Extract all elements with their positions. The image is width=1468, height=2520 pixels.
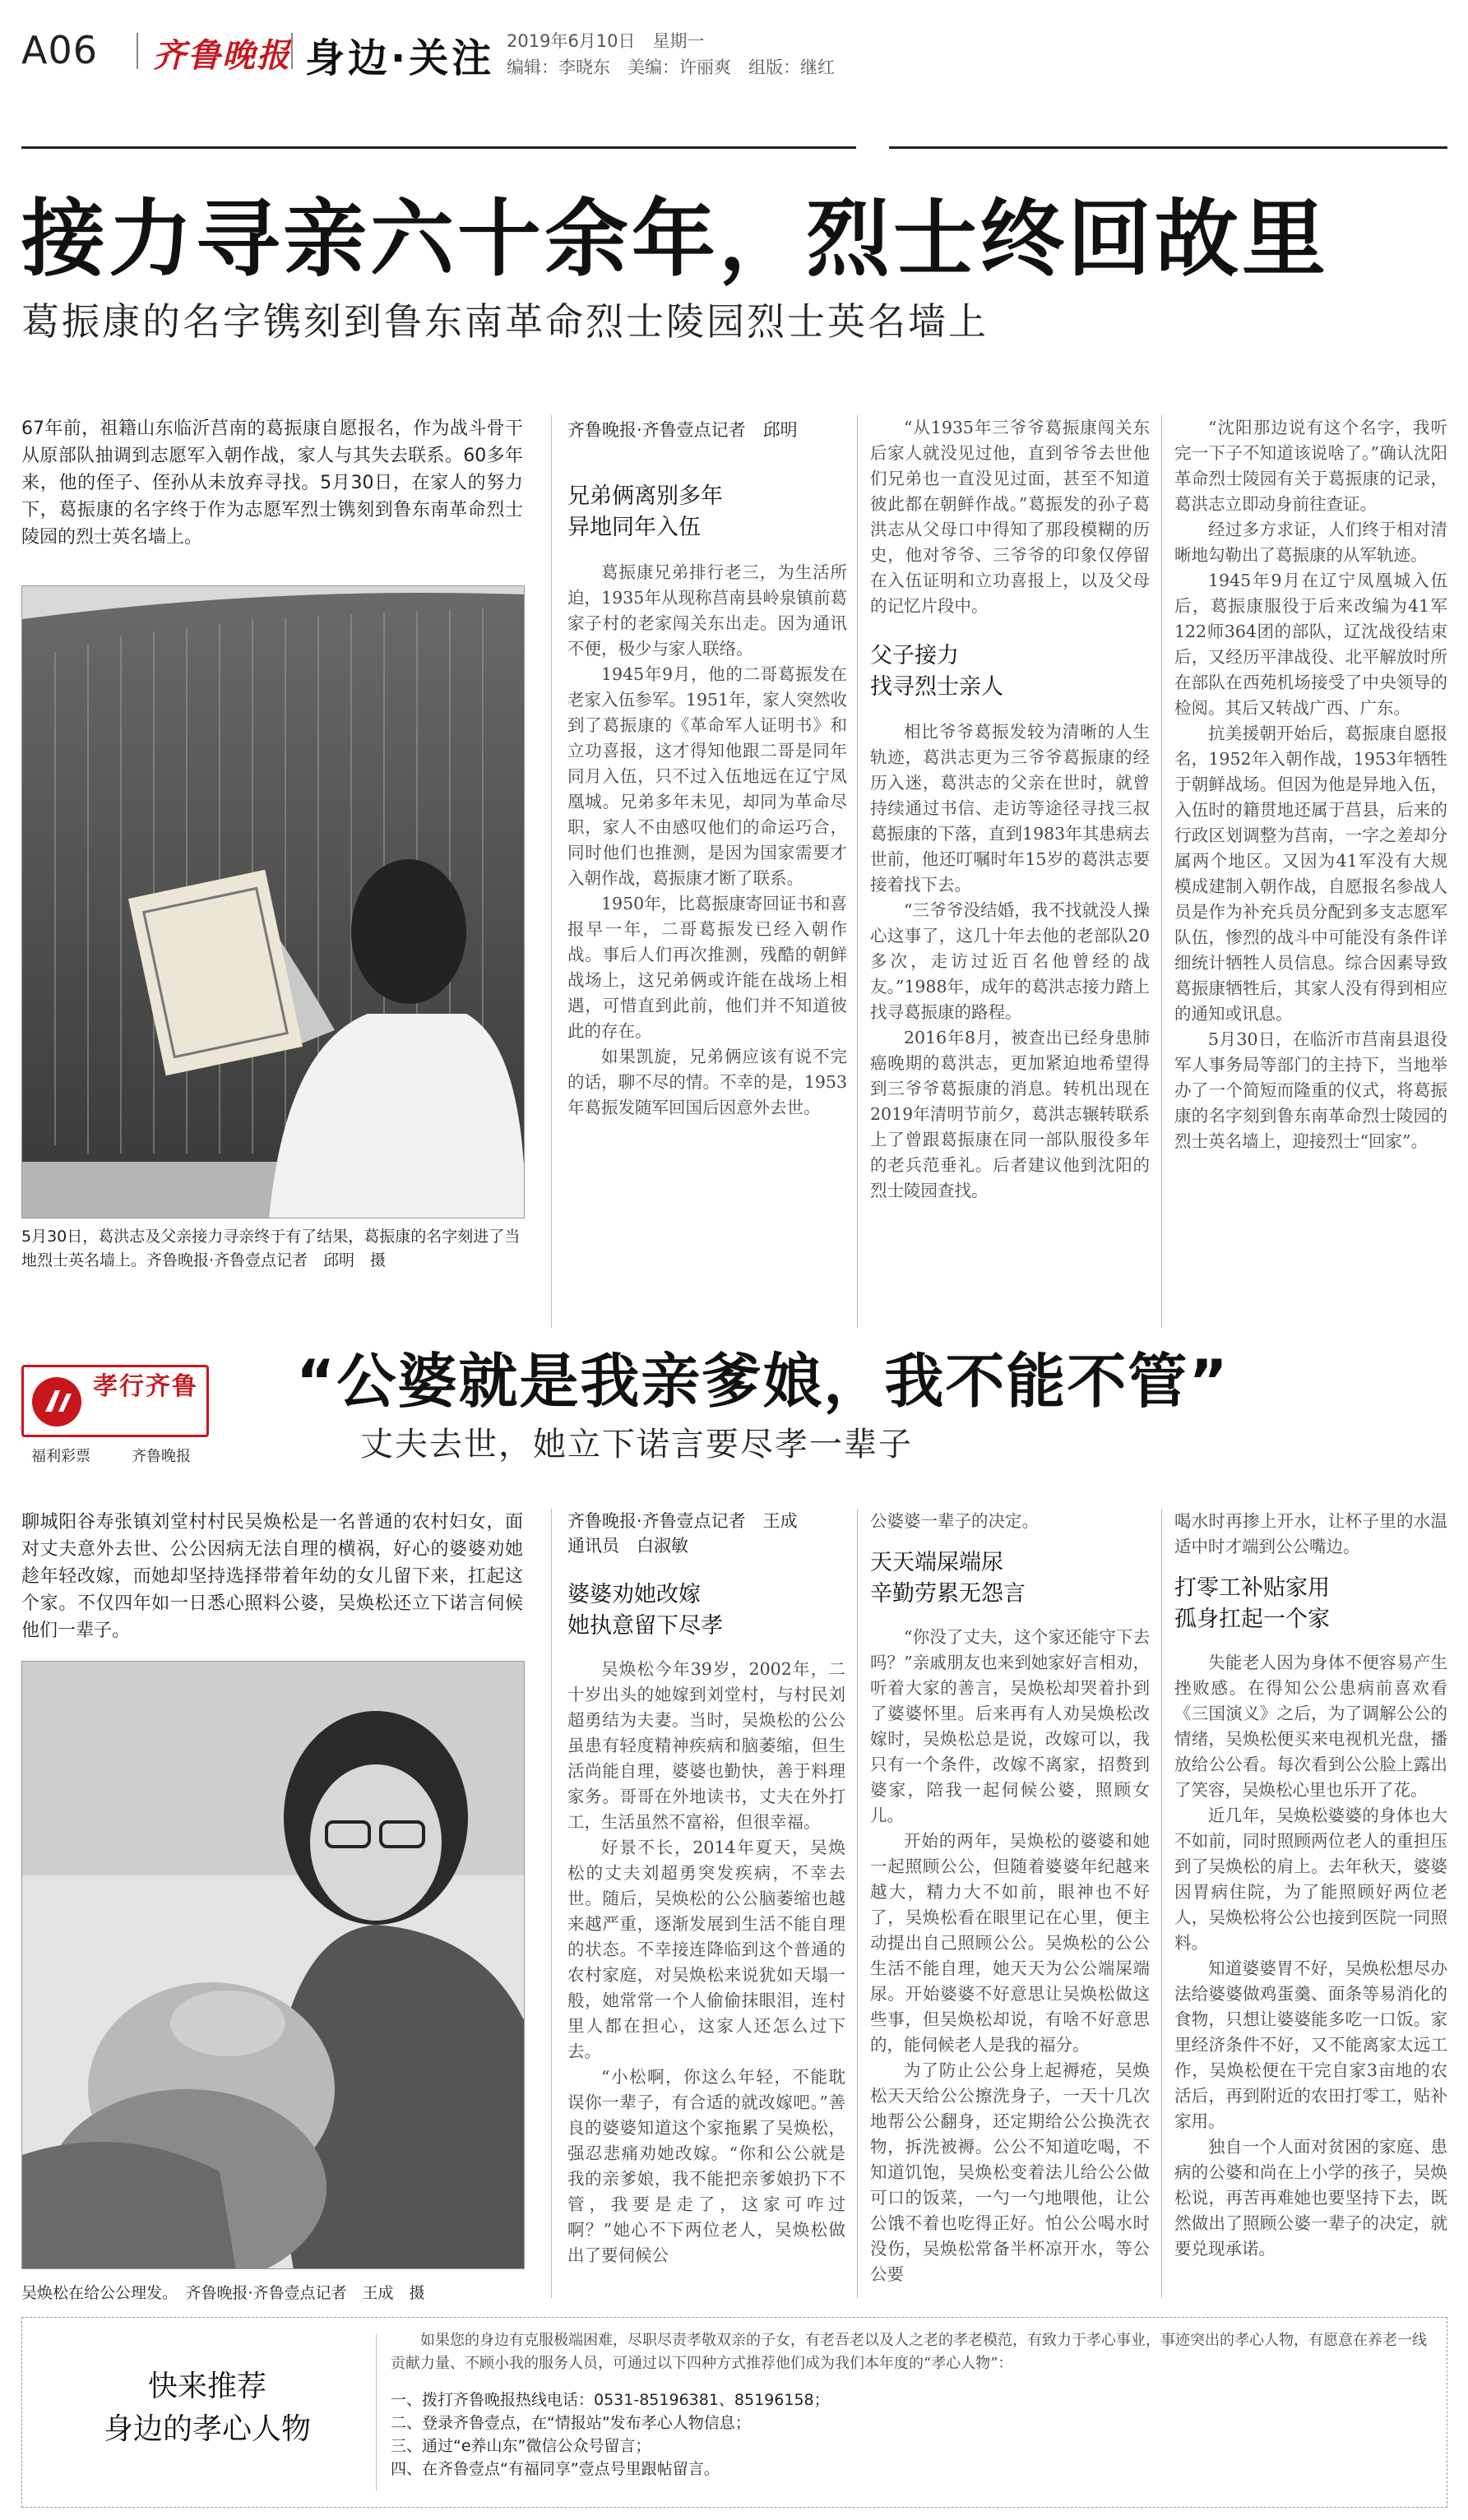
- recommendation-title-line: 快来推荐: [147, 2370, 266, 2403]
- recommendation-step: 四、在齐鲁壹点“有福同享”壹点号里跟帖留言。: [391, 2460, 720, 2478]
- section-title: 打零工补贴家用: [1174, 1575, 1330, 1601]
- editor-credits: 编辑：李晓东 美编：许丽爽 组版：继红: [507, 58, 835, 77]
- column-rule: [551, 1509, 552, 2298]
- story2-dek: 聊城阳谷寿张镇刘堂村村民吴焕松是一名普通的农村妇女，面对丈夫意外去世、公公因病无法自理的横祸，好心的婆婆劝她趁年轻改嫁，而她却坚持选择带着年幼的女儿留下来，扛起这个家。不仅四年如一日悉心照料公婆，吴焕松还立下诺言伺候他们一辈子。: [21, 1512, 523, 1641]
- story2-section-2: [870, 1509, 1150, 2287]
- paragraph: 好景不长，2014年夏天，吴焕松的丈夫刘超勇突发疾病，不幸去世。随后，吴焕松的公公脑萎缩也越来越严重，逐渐发展到生活不能自理的状态。不幸接连降临到这个普通的农村家庭，对吴焕松来说犹如天塌一般，她常常一个人偷偷抹眼泪，连村里人都在担心，这家人还怎么过下去。: [567, 1838, 845, 2061]
- story1-photo-caption: 5月30日，葛洪志及父亲接力寻亲终于有了结果，葛振康的名字刻进了当地烈士英名墙上。齐鲁晚报·齐鲁壹点记者 邱明 摄: [21, 1228, 521, 1269]
- section-title: 婆婆劝她改嫁: [567, 1582, 701, 1607]
- footer-divider: [376, 2334, 377, 2490]
- logo-caption-right: 齐鲁晚报: [132, 1448, 191, 1465]
- recommendation-title: [72, 2365, 343, 2451]
- story2-photo: [21, 1661, 525, 2269]
- story2-byline: 通讯员 白淑敏: [567, 1536, 688, 1556]
- column-rule: [551, 415, 552, 1328]
- lottery-logo-icon: [30, 1376, 83, 1428]
- logo-caption-left: 福利彩票: [31, 1448, 90, 1465]
- paragraph: 2016年8月，被查出已经身患肺癌晚期的葛洪志，更加紧迫地希望得到三爷爷葛振康的消息。转机出现在2019年清明节前夕，葛洪志辗转联系上了曾跟葛振康在同一部队服役多年的老兵范垂礼。后者建议他到沈阳的烈士陵园查找。: [870, 1028, 1150, 1200]
- section-title: 异地同年入伍: [567, 515, 701, 540]
- masthead-divider: [137, 33, 138, 69]
- masthead: [21, 23, 1452, 87]
- story2-headline: “公婆就是我亲爹娘，我不能不管”: [296, 1347, 1230, 1416]
- story1-photo: [21, 585, 525, 1218]
- paragraph: 经过多方求证，人们终于相对清晰地勾勒出了葛振康的从军轨迹。: [1174, 520, 1447, 565]
- column-rule: [857, 1509, 858, 2298]
- section-title: 兄弟俩离别多年: [567, 483, 723, 509]
- paragraph: 开始的两年，吴焕松的婆婆和她一起照顾公公，但随着婆婆年纪越来越大，精力大不如前，眼神也不好了，吴焕松看在眼里记在心里，便主动提出自己照顾公公。吴焕松的公公生活不能自理，她天天为公公端屎端尿。开始婆婆不好意思让吴焕松做这些事，但吴焕松却说，有啥不好意思的，能伺候老人是我的福分。: [870, 1831, 1150, 2055]
- recommendation-title-line: 身边的孝心人物: [103, 2412, 311, 2446]
- story1-byline: 齐鲁晚报·齐鲁壹点记者 邱明: [567, 420, 798, 440]
- paragraph: “三爷爷没结婚，我不找就没人操心这事了，这几十年去他的老部队20多次，走访过近百名他曾经的战友。”1988年，成年的葛洪志接力踏上找寻葛振康的路程。: [870, 900, 1150, 1022]
- paragraph: 独自一个人面对贫困的家庭、患病的公婆和尚在上小学的孩子，吴焕松说，再苦再难她也要坚持下去，既然做出了照顾公婆一辈子的决定，就要兑现承诺。: [1174, 2137, 1447, 2259]
- section-title: 辛勤劳累无怨言: [870, 1581, 1026, 1607]
- paragraph: 1945年9月，他的二哥葛振发在老家入伍参军。1951年，家人突然收到了葛振康的《革命军人证明书》和立功喜报，这才得知他跟二哥是同年同月入伍，只不过入伍地远在辽宁凤凰城。兄弟多年未见，却同为革命尽职，家人不由感叹他们的命运巧合，同时他们也推测，是因为国家需要才入朝作战，葛振康才断了联系。: [567, 664, 847, 888]
- paragraph: 1945年9月在辽宁凤凰城入伍后，葛振康服役于后来改编为41军122师364团的部队，辽沈战役结束后，又经历平津战役、北平解放时所在部队在西苑机场接受了中央领导的检阅。其后又转战广西、广东。: [1174, 571, 1447, 718]
- paragraph: 5月30日，在临沂市莒南县退役军人事务局等部门的主持下，当地举办了一个简短而隆重的仪式，将葛振康的名字刻到鲁东南革命烈士陵园的烈士英名墙上，迎接烈士“回家”。: [1174, 1029, 1447, 1151]
- memorial-wall-photo: [22, 586, 525, 1218]
- story1-section-3: [1174, 415, 1447, 1154]
- recommendation-intro: 如果您的身边有克服极端困难，尽职尽责孝敬双亲的子女，有老吾老以及人之老的孝老模范，有致力于孝心事业，事迹突出的孝心人物，有愿意在养老一线贡献力量、不顾小我的服务人员，可通过以下四种方式推荐他们成为我们本年度的“孝心人物”：: [391, 2332, 1427, 2372]
- paragraph: “你没了丈夫，这个家还能守下去吗？”亲戚朋友也来到她家好言相劝，听着大家的善言，吴焕松却哭着扑到了婆婆怀里。后来再有人劝吴焕松改嫁时，吴焕松总是说，改嫁可以，我只有一个条件，改嫁不离家，招赘到婆家，陪我一起伺候公婆，照顾女儿。: [870, 1627, 1150, 1825]
- story1-headline: 接力寻亲六十余年，烈士终回故里: [21, 191, 1329, 289]
- paragraph: 喝水时再掺上开水，让杯子里的水温适中时才端到公公嘴边。: [1174, 1511, 1447, 1556]
- recommendation-steps: [391, 2388, 1431, 2481]
- story1-dek: 67年前，祖籍山东临沂莒南的葛振康自愿报名，作为战斗骨干从原部队抽调到志愿军入朝作战，家人与其失去联系。60多年来，他的侄子、侄孙从未放弃寻找。5月30日，在家人的努力下，葛振康的名字终于作为志愿军烈士镌刻到鲁东南革命烈士陵园的烈士英名墙上。: [21, 418, 523, 548]
- section-title: 父子接力: [870, 643, 959, 668]
- paragraph: 如果凯旋，兄弟俩应该有说不完的话，聊不尽的情。不幸的是，1953年葛振发随军回国后因意外去世。: [567, 1047, 847, 1117]
- column-rule: [857, 415, 858, 1328]
- paragraph: 1950年，比葛振康寄回证书和喜报早一年，二哥葛振发已经入朝作战。事后人们再次推测，残酷的朝鲜战场上，这兄弟俩或许能在战场上相遇，可惜直到此前，他们并不知道彼此的存在。: [567, 894, 847, 1041]
- masthead-divider: [291, 33, 293, 69]
- paragraph: 吴焕松今年39岁，2002年，二十岁出头的她嫁到刘堂村，与村民刘超勇结为夫妻。当时，吴焕松的公公虽患有轻度精神疾病和脑萎缩，但生活尚能自理，婆婆也勤快，善于料理家务。哥哥在外地读书，丈夫在外打工，生活虽然不富裕，但很幸福。: [567, 1659, 845, 1832]
- paragraph: 相比爷爷葛振发较为清晰的人生轨迹，葛洪志更为三爷爷葛振康的经历入迷，葛洪志的父亲在世时，就曾持续通过书信、走访等途径寻找三叔葛振康的下落，直到1983年其患病去世前，他还叮嘱时年15岁的葛洪志要接着找下去。: [870, 722, 1150, 895]
- paper-name-logo: 齐鲁晚报: [153, 36, 291, 75]
- story2-byline: 齐鲁晚报·齐鲁壹点记者 王成: [567, 1511, 798, 1531]
- paragraph: 抗美援朝开始后，葛振康自愿报名，1952年入朝作战，1953年牺牲于朝鲜战场。但因为他是异地入伍，入伍时的籍贯地还属于莒县，后来的行政区划调整为莒南，一字之差却分属两个地区。又因为41军没有大规模成建制入朝作战，自愿报名参战人员是作为补充兵员分配到多支志愿军队伍，惨烈的战斗中可能没有条件详细统计牺牲人员信息。综合因素导致葛振康牺牲后，其家人没有得到相应的通知或讯息。: [1174, 724, 1447, 1024]
- section-title: 她执意留下尽孝: [567, 1613, 723, 1639]
- paragraph: “沈阳那边说有这个名字，我听完一下子不知道该说啥了。”确认沈阳革命烈士陵园有关于葛振康的记录，葛洪志立即动身前往查证。: [1174, 418, 1447, 514]
- story1-section-1: [567, 481, 847, 1121]
- recommendation-step: 一、拨打齐鲁晚报热线电话：0531-85196381、85196158；: [391, 2391, 830, 2409]
- column-rule: [1161, 1509, 1162, 2298]
- recommendation-step: 二、登录齐鲁壹点，在“情报站”发布孝心人物信息；: [391, 2414, 751, 2432]
- paragraph: 葛振康兄弟排行老三，为生活所迫，1935年从现称莒南县岭泉镇前葛家子村的老家闯关东出走。因为通讯不便，极少与家人联络。: [567, 562, 847, 659]
- story2-photo-caption: 吴焕松在给公公理发。 齐鲁晚报·齐鲁壹点记者 王成 摄: [21, 2284, 425, 2302]
- story1-subhead: 葛振康的名字镌刻到鲁东南革命烈士陵园烈士英名墙上: [21, 299, 989, 344]
- paragraph: “小松啊，你这么年轻，不能耽误你一辈子，有合适的就改嫁吧。”善良的婆婆知道这个家拖累了吴焕松，强忍悲痛劝她改嫁。“你和公公就是我的亲爹娘，我不能把亲爹娘扔下不管，我要是走了，这家可咋过啊？”她心不下两位老人，吴焕松做出了要伺候公: [567, 2067, 845, 2265]
- top-rule: [21, 146, 1447, 149]
- paragraph: 公婆婆一辈子的决定。: [870, 1511, 1039, 1531]
- logo-text: 孝行齐鲁: [93, 1372, 198, 1401]
- section-title: 天天端屎端尿: [870, 1550, 1003, 1575]
- recommendation-step: 三、通过“e养山东”微信公众号留言；: [391, 2437, 651, 2455]
- section-name: 身边·关注: [305, 35, 495, 81]
- page-number: A06: [21, 28, 99, 72]
- section-title: 找寻烈士亲人: [870, 674, 1003, 700]
- section-title: 孤身扛起一个家: [1174, 1607, 1330, 1632]
- story1-section-2: [870, 415, 1150, 1204]
- story2-section-3: [1174, 1509, 1447, 2262]
- paragraph: 失能老人因为身体不便容易产生挫败感。在得知公公患病前喜欢看《三国演义》之后，为了调解公公的情绪，吴焕松便买来电视机光盘，播放给公公看。每次看到公公脸上露出了笑容，吴焕松心里也乐开了花。: [1174, 1653, 1447, 1800]
- paragraph: 知道婆婆胃不好，吴焕松想尽办法给婆婆做鸡蛋羹、面条等易消化的食物，只想让婆婆能多吃一口饭。家里经济条件不好，又不能离家太远工作，吴焕松便在干完自家3亩地的农活后，再到附近的农田打零工，贴补家用。: [1174, 1958, 1447, 2131]
- haircut-photo: [22, 1662, 525, 2269]
- paragraph: 为了防止公公身上起褥疮，吴焕松天天给公公擦洗身子，一天十几次地帮公公翻身，还定期给公公换洗衣物，拆洗被褥。公公不知道吃喝，不知道饥饱，吴焕松变着法儿给公公做可口的饭菜，一勺一勺地喂他，让公公饿不着也吃得正好。怕公公喝水时没伤，吴焕松常备半杯凉开水，等公公要: [870, 2060, 1150, 2284]
- recommendation-box: [21, 2317, 1447, 2508]
- column-rule: [1161, 415, 1162, 1328]
- paragraph: “从1935年三爷爷葛振康闯关东后家人就没见过他，直到爷爷去世他们兄弟也一直没见过面，甚至不知道彼此都在朝鲜作战。”葛振发的孙子葛洪志从父母口中得知了那段模糊的历史，他对爷爷、三爷爷的印象仅停留在入伍证明和立功喜报上，以及父母的记忆片段中。: [870, 418, 1150, 616]
- paragraph: 近几年，吴焕松婆婆的身体也大不如前，同时照顾两位老人的重担压到了吴焕松的肩上。去年秋天，婆婆因胃病住院，为了能照顾好两位老人，吴焕松将公公也接到医院一同照料。: [1174, 1806, 1447, 1953]
- xiaoxing-qilu-logo: [21, 1365, 209, 1437]
- story2-subhead: 丈夫去世，她立下诺言要尽孝一辈子: [360, 1426, 913, 1463]
- story2-section-1: [567, 1509, 845, 2268]
- issue-date: 2019年6月10日 星期一: [507, 31, 705, 51]
